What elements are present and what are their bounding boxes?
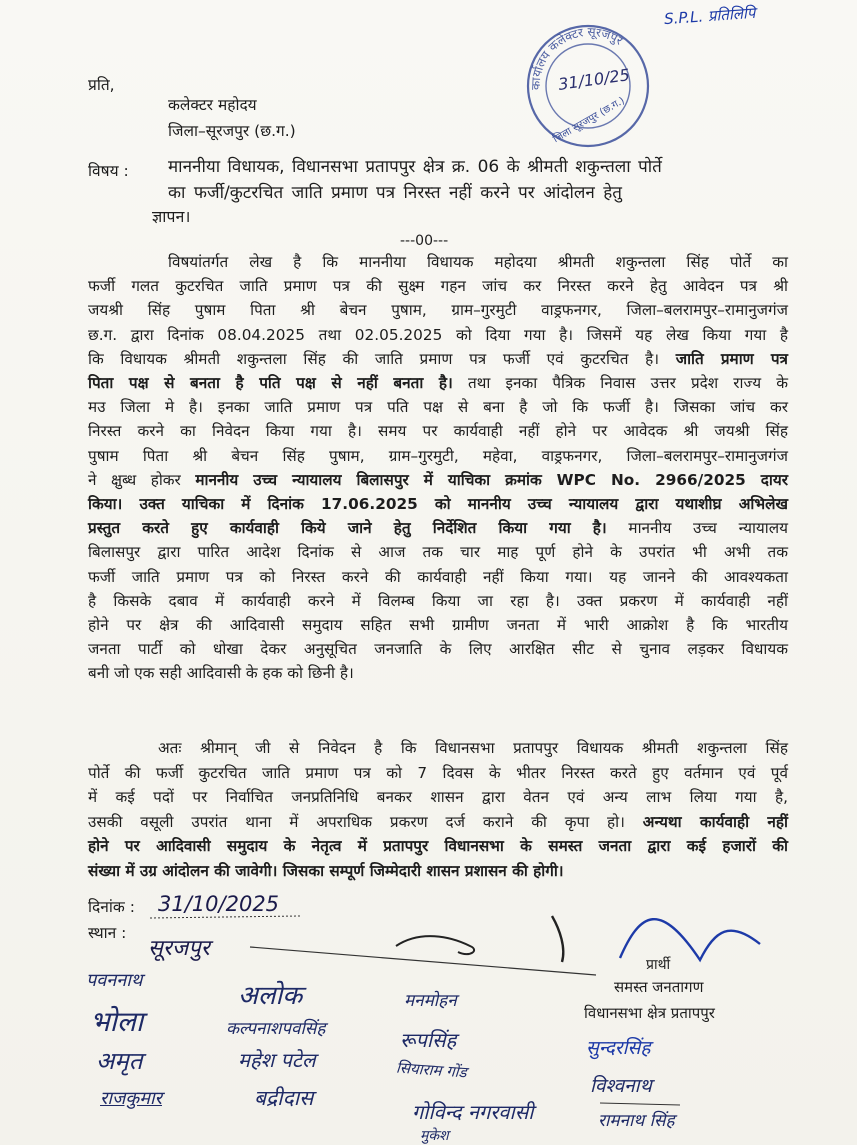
subject-label: विषय :	[88, 162, 129, 180]
signature: भोला	[90, 1005, 144, 1038]
p1-line: निरस्त करने का निवेदन किया गया है। समय पर कार्यवाही नहीं होने पर आवेदक श्री जयश्री सिंह	[88, 422, 788, 441]
p1-line: फर्जी जाति प्रमाण पत्र को निरस्त करने की कार्यवाही नहीं किया गया। यह जानने की आवश्यकता	[88, 567, 788, 586]
subject-line-3: ज्ञापन।	[152, 207, 191, 226]
p2-bold-text: अन्यथा कार्यवाही नहीं	[642, 812, 788, 831]
divider: ---00---	[400, 233, 449, 249]
p2-line: अतः श्रीमान् जी से निवेदन है कि विधानसभा प्रतापपुर विधायक श्रीमती शकुन्तला सिंह	[158, 739, 788, 757]
p2-line: पोर्ते की फर्जी कुटरचित जाति प्रमाण पत्र को 7 दिवस के भीतर निरस्त करते हुए वर्तमान एवं पूर्व	[88, 763, 788, 782]
subject-line-1: माननीया विधायक, विधानसभा प्रतापपुर क्षेत्र क्र. 06 के श्रीमती शकुन्तला पोर्ते	[168, 157, 662, 177]
p1-bold-text: माननीय उच्च न्यायालय बिलासपुर में याचिका क्रमांक WPC No. 2966/2025 दायर	[195, 470, 789, 489]
signature: पवननाथ	[86, 970, 143, 991]
place-label: स्थान :	[88, 924, 127, 942]
p2-line-part: उसकी वसूली उपरांत थाना में अपराधिक प्रकरण दर्ज कराने की कृपा हो।	[88, 812, 625, 831]
addressee-district: जिला–सूरजपुर (छ.ग.)	[168, 122, 296, 140]
p2-line: में कई पदों पर निर्वाचित जनप्रतिनिधि बनकर शासन द्वारा वेतन एवं अन्य लाभ लिया गया है,	[88, 788, 788, 806]
signature: गोविन्द नगरवासी	[412, 1100, 534, 1124]
p1-line: विषयांतर्गत लेख है कि माननीया विधायक महोदया श्रीमती शकुन्तला सिंह पोर्ते का	[168, 253, 788, 271]
place-value: सूरजपुर	[148, 936, 210, 961]
signer-constituency: विधानसभा क्षेत्र प्रतापपुर	[584, 1004, 715, 1022]
p1-line: है किसके दबाव में कार्यवाही करने में विलम्ब किया जा रहा है। उक्त प्रकरण में कार्यवाही नहीं	[88, 591, 788, 610]
p1-bold-text: जाति प्रमाण पत्र	[675, 349, 788, 368]
stamp-date: 31/10/25	[557, 65, 631, 94]
p1-line: किया। उक्त याचिका में दिनांक 17.06.2025 को माननीय उच्च न्यायालय द्वारा यथाशीघ्र अभिलेख	[88, 495, 788, 514]
signature: बद्रीदास	[254, 1086, 314, 1110]
p1-line-part: कि विधायक श्रीमती शकुन्तला सिंह की जाति प्रमाण पत्र फर्जी एवं कुटरचित है।	[88, 349, 660, 368]
p2-line: होने पर आदिवासी समुदाय के नेतृत्व में प्रतापपुर विधानसभा के समस्त जनता द्वारा कई हजारों की	[88, 837, 788, 855]
prati-label: प्रति,	[88, 76, 115, 94]
p2-line: संख्या में उग्र आंदोलन की जावेगी। जिसका सम्पूर्ण जिम्मेदारी शासन प्रशासन की होगी।	[88, 861, 564, 880]
signature: अलोक	[238, 981, 303, 1011]
signature: कल्पनाशपवसिंह	[226, 1019, 326, 1039]
p1-bold-text: प्रस्तुत करते हुए कार्यवाही किये जाने हेतु निर्देशित किया गया है।	[88, 519, 607, 538]
p1-line: बनी जो एक सही आदिवासी के हक को छिनी है।	[88, 664, 354, 683]
p1-line-part: माननीय उच्च न्यायालय	[628, 519, 788, 538]
p1-line: जनता पार्टी को धोखा देकर अनुसूचित जनजाति के लिए आरक्षित सीट से चुनाव लड़कर विधायक	[88, 640, 788, 659]
date-value: 31/10/2025	[158, 892, 280, 916]
signature: मुकेश	[420, 1128, 449, 1144]
p1-line: मउ जिला मे है। इनका जाति प्रमाण पत्र पति पक्ष से बना है जो कि फर्जी है। जिसका जांच कर	[88, 398, 788, 417]
p1-line-part: तथा इनका पैत्रिक निवास उत्तर प्रदेश राज्य के	[467, 374, 788, 393]
p1-line: जयश्री सिंह पुषाम पिता श्री बेचन पुषाम, ग्राम–गुरमुटी वाड्रफनगर, जिला–बलरामपुर–रामानुजगंज	[88, 301, 788, 320]
p1-line: फर्जी गलत कुटरचित जाति प्रमाण पत्र की सुक्ष्म गहन जांच कर निरस्त करने हेतु आवेदन पत्र श्री	[88, 277, 788, 296]
signer-collective: समस्त जनतागण	[614, 978, 704, 996]
p1-line: छ.ग. द्वारा दिनांक 08.04.2025 तथा 02.05.2025 को दिया गया है। जिसमें यह लेख किया गया है	[88, 325, 788, 344]
p1-line: बिलासपुर द्वारा पारित आदेश दिनांक से आज तक चार माह पूर्ण होने के उपरांत भी अभी तक	[88, 543, 788, 562]
subject-line-2: का फर्जी/कुटरचित जाति प्रमाण पत्र निरस्त नहीं करने पर आंदोलन हेतु	[168, 183, 622, 203]
signature: महेश पटेल	[238, 1048, 316, 1072]
signature: अमृत	[96, 1047, 143, 1075]
prarthi-label: प्रार्थी	[646, 957, 671, 973]
signature: रामनाथ सिंह	[598, 1111, 675, 1131]
addressee-title: कलेक्टर महोदय	[168, 96, 257, 114]
p1-line-part: ने क्षुब्ध होकर	[88, 470, 181, 489]
signature: विश्वनाथ	[590, 1075, 652, 1097]
signature: सुन्दरसिंह	[586, 1037, 651, 1059]
signature: मनमोहन	[404, 991, 457, 1011]
signature: सियाराम गोंड	[395, 1058, 468, 1082]
stamp-title: कार्यालय कलेक्टर सूरजपुर	[528, 24, 626, 91]
date-label: दिनांक :	[88, 898, 135, 916]
corner-note: S.P.L. प्रतिलिपि	[663, 3, 756, 29]
p1-line: पुषाम पिता श्री बेचन सिंह पुषाम, ग्राम–गुरमुटी, महेवा, वाड्रफनगर, जिला–बलरामपुर–रामानुजगंज	[88, 446, 788, 465]
p1-bold-text: पिता पक्ष से बनता है पति पक्ष से नहीं बनता है।	[88, 374, 453, 393]
signature: रूपसिंह	[400, 1028, 457, 1052]
p1-line: होने पर क्षेत्र की आदिवासी समुदाय सहित सभी ग्रामीण जनता में भारी आक्रोश है कि भारतीय	[88, 616, 788, 635]
signature: राजकुमार	[100, 1088, 162, 1109]
stamp-district: जिला सूरजपुर (छ.ग.)	[551, 95, 627, 146]
